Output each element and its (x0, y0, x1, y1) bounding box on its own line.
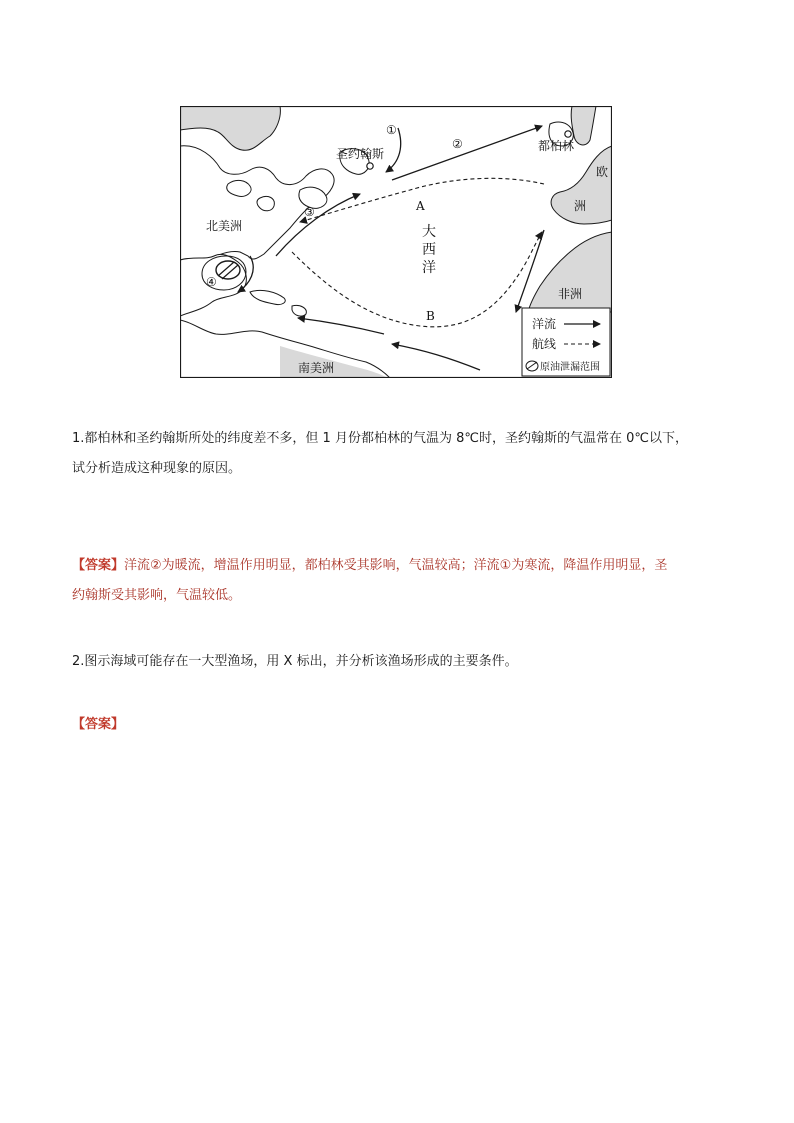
legend-ocean-current-label: 洋流 (532, 317, 557, 331)
legend-oil-spill-icon (526, 361, 538, 371)
answer-1-tag: 【答案】 (72, 558, 125, 573)
label-south-america: 南美洲 (298, 361, 335, 375)
label-europe-1: 欧 (596, 165, 609, 179)
question-1 (72, 424, 722, 484)
atlantic-map-figure (180, 106, 612, 378)
answer-1-text-1: 洋流②为暖流，增温作用明显，都柏林受其影响，气温较高；洋流①为寒流，降温作用明显，圣 (124, 558, 668, 573)
oil-spill-area (216, 261, 240, 279)
answer-1 (72, 551, 722, 611)
label-current-2: ② (452, 137, 463, 151)
question-1-line-1: 1.都柏林和圣约翰斯所处的纬度差不多，但 1 月份都柏林的气温为 8℃时，圣约翰斯的气温常在 0℃以下， (72, 431, 688, 446)
answer-1-text-2: 约翰斯受其影响，气温较低。 (72, 588, 242, 603)
label-atlantic-3: 洋 (422, 260, 436, 276)
atlantic-map-svg (180, 106, 612, 378)
question-1-line-2: 试分析造成这种现象的原因。 (72, 461, 242, 476)
label-north-america: 北美洲 (206, 219, 243, 233)
label-current-1: ① (386, 123, 397, 137)
label-europe-2: 洲 (574, 199, 587, 213)
answer-2 (72, 710, 722, 740)
answer-2-tag: 【答案】 (72, 717, 125, 732)
label-atlantic-1: 大 (422, 224, 436, 240)
question-2 (72, 647, 722, 677)
label-current-4: ④ (206, 275, 217, 289)
label-current-3: ③ (304, 205, 315, 219)
dublin-marker (565, 131, 571, 137)
answer-1-line-1 (72, 551, 722, 581)
legend-oil-spill-label: 原油泄漏范围 (540, 362, 600, 373)
label-africa: 非洲 (558, 287, 583, 301)
st-johns-marker (367, 163, 373, 169)
label-st-johns: 圣约翰斯 (336, 147, 385, 161)
label-point-a: A (416, 199, 425, 213)
map-legend (522, 308, 610, 376)
label-atlantic-2: 西 (422, 242, 436, 258)
legend-route-label: 航线 (532, 337, 557, 351)
question-2-line-1: 2.图示海域可能存在一大型渔场，用 X 标出，并分析该渔场形成的主要条件。 (72, 654, 518, 669)
label-dublin: 都柏林 (538, 139, 575, 153)
label-point-b: B (426, 309, 435, 323)
